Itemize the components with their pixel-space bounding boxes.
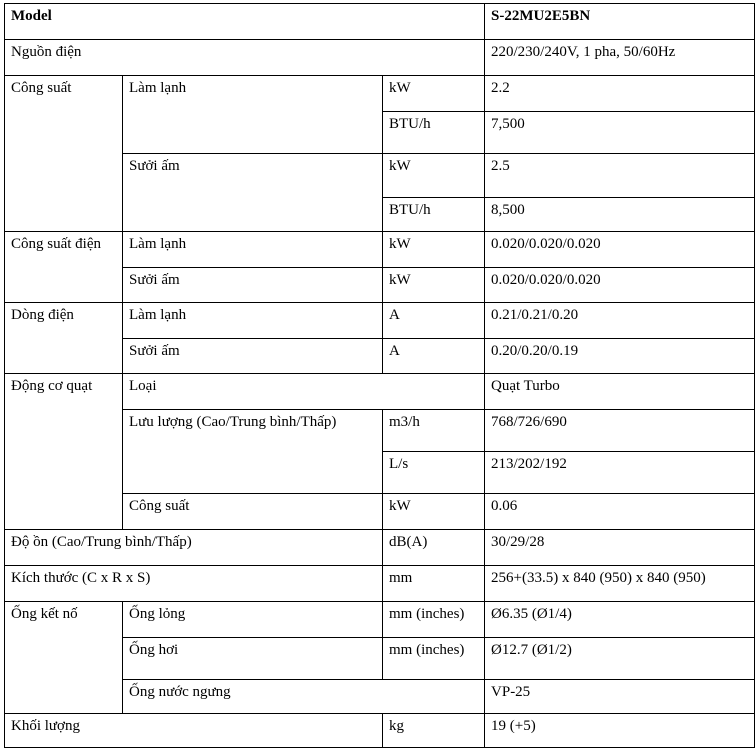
fan-output-unit: kW: [383, 494, 485, 530]
table-row: [5, 530, 755, 566]
piping-liquid-label: Ống lỏng: [123, 602, 383, 638]
table-row: [5, 566, 755, 602]
noise-value: 30/29/28: [485, 530, 755, 566]
fan-type-label: Loại: [123, 374, 485, 410]
capacity-heating-btu-unit: BTU/h: [383, 198, 485, 232]
power-input-heating-label: Sưởi ấm: [123, 268, 383, 303]
power-input-heating-value: 0.020/0.020/0.020: [485, 268, 755, 303]
piping-label: Ống kết nố: [5, 602, 123, 714]
fan-output-label: Công suất: [123, 494, 383, 530]
capacity-label: Công suất: [5, 76, 123, 232]
table-row: [5, 4, 755, 40]
current-heating-value: 0.20/0.20/0.19: [485, 339, 755, 374]
capacity-cooling-kw-value: 2.2: [485, 76, 755, 112]
fan-airflow-ls-value: 213/202/192: [485, 452, 755, 494]
weight-unit: kg: [383, 714, 485, 748]
model-label: Model: [5, 4, 485, 40]
piping-gas-label: Ống hơi: [123, 638, 383, 680]
current-cooling-unit: A: [383, 303, 485, 339]
dimensions-unit: mm: [383, 566, 485, 602]
fan-output-value: 0.06: [485, 494, 755, 530]
table-row: [5, 602, 755, 638]
fan-airflow-label: Lưu lượng (Cao/Trung bình/Thấp): [123, 410, 383, 494]
table-row: [5, 40, 755, 76]
table-row: [5, 76, 755, 112]
power-supply-value: 220/230/240V, 1 pha, 50/60Hz: [485, 40, 755, 76]
capacity-heating-kw-value: 2.5: [485, 154, 755, 198]
fan-motor-label: Động cơ quạt: [5, 374, 123, 530]
table-row: [5, 374, 755, 410]
capacity-cooling-kw-unit: kW: [383, 76, 485, 112]
fan-airflow-ls-unit: L/s: [383, 452, 485, 494]
capacity-heating-btu-value: 8,500: [485, 198, 755, 232]
spec-table: [4, 3, 755, 748]
power-input-cooling-unit: kW: [383, 232, 485, 268]
table-row: [5, 232, 755, 268]
dimensions-label: Kích thước (C x R x S): [5, 566, 383, 602]
fan-airflow-m3h-unit: m3/h: [383, 410, 485, 452]
capacity-cooling-btu-unit: BTU/h: [383, 112, 485, 154]
dimensions-value: 256+(33.5) x 840 (950) x 840 (950): [485, 566, 755, 602]
current-heating-unit: A: [383, 339, 485, 374]
noise-unit: dB(A): [383, 530, 485, 566]
piping-liquid-unit: mm (inches): [383, 602, 485, 638]
piping-gas-value: Ø12.7 (Ø1/2): [485, 638, 755, 680]
capacity-cooling-btu-value: 7,500: [485, 112, 755, 154]
power-input-heating-unit: kW: [383, 268, 485, 303]
power-supply-label: Nguồn điện: [5, 40, 485, 76]
power-input-label: Công suất điện: [5, 232, 123, 303]
table-row: [5, 303, 755, 339]
weight-label: Khối lượng: [5, 714, 383, 748]
capacity-heating-label: Sưởi ấm: [123, 154, 383, 232]
power-input-cooling-label: Làm lạnh: [123, 232, 383, 268]
current-cooling-value: 0.21/0.21/0.20: [485, 303, 755, 339]
noise-label: Độ ồn (Cao/Trung bình/Thấp): [5, 530, 383, 566]
piping-drain-value: VP-25: [485, 680, 755, 714]
model-value: S-22MU2E5BN: [485, 4, 755, 40]
power-input-cooling-value: 0.020/0.020/0.020: [485, 232, 755, 268]
capacity-cooling-label: Làm lạnh: [123, 76, 383, 154]
capacity-heating-kw-unit: kW: [383, 154, 485, 198]
current-label: Dòng điện: [5, 303, 123, 374]
fan-airflow-m3h-value: 768/726/690: [485, 410, 755, 452]
current-heating-label: Sưởi ấm: [123, 339, 383, 374]
table-row: [5, 714, 755, 748]
weight-value: 19 (+5): [485, 714, 755, 748]
current-cooling-label: Làm lạnh: [123, 303, 383, 339]
piping-gas-unit: mm (inches): [383, 638, 485, 680]
piping-liquid-value: Ø6.35 (Ø1/4): [485, 602, 755, 638]
fan-type-value: Quạt Turbo: [485, 374, 755, 410]
piping-drain-label: Ống nước ngưng: [123, 680, 485, 714]
